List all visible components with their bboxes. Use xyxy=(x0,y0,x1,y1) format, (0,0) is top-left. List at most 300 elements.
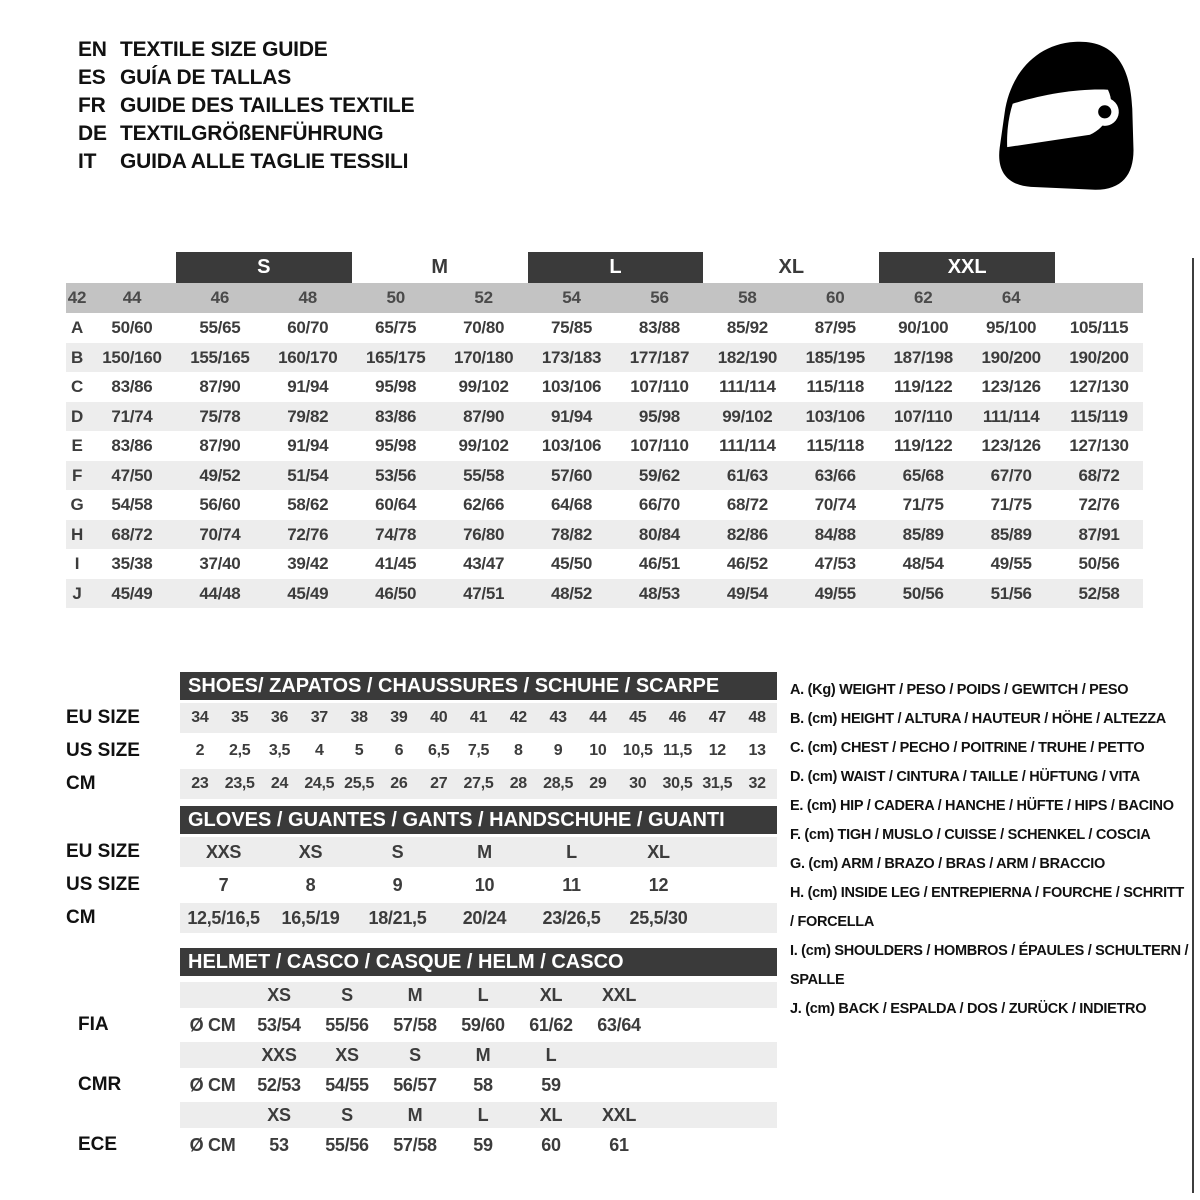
measurement-row xyxy=(66,402,1143,432)
measurement-cell: 47/53 xyxy=(814,554,856,573)
fia-standard-label: FIA xyxy=(78,1014,109,1035)
legend-item: G. (cm) ARM / BRAZO / BRAS / ARM / BRACCIO xyxy=(790,856,1105,872)
measurement-cell: 65/68 xyxy=(902,465,944,485)
measurement-cell: 60/70 xyxy=(287,318,329,337)
measurement-cell: 60/64 xyxy=(375,495,417,514)
legend-item: I. (cm) SHOULDERS / HOMBROS / ÉPAULES / SCHULTERN / SPALLE xyxy=(790,943,1189,988)
measurement-cell: 44/48 xyxy=(199,583,241,603)
measurement-row xyxy=(66,520,1143,550)
helmet-size-cell: L xyxy=(477,985,489,1005)
row-values xyxy=(88,431,1143,461)
helmet-size-cell: M xyxy=(407,985,423,1005)
us-size-label: US SIZE xyxy=(66,874,140,895)
measurement-cell: 87/95 xyxy=(814,318,856,337)
size-number-row xyxy=(66,283,1143,313)
measurement-cell: 95/100 xyxy=(986,318,1037,337)
shoe-us-size: 5 xyxy=(354,742,364,759)
gloves-table xyxy=(66,806,777,936)
shoe-us-size: 13 xyxy=(748,742,766,759)
measurement-cell: 95/98 xyxy=(375,377,417,396)
measurement-cell: 91/94 xyxy=(551,406,593,426)
measurement-cell: 165/175 xyxy=(366,347,426,367)
measurement-cell: 64/68 xyxy=(551,495,593,514)
measurement-cell: 45/49 xyxy=(111,583,153,603)
helmet-size-cell: S xyxy=(341,1105,353,1125)
shoe-us-size: 10 xyxy=(589,742,607,759)
shoe-cm-size: 27 xyxy=(430,775,448,792)
helmet-size-cell: XL xyxy=(539,985,563,1005)
shoe-cm-size: 28,5 xyxy=(543,775,574,792)
measurement-cell: 173/183 xyxy=(541,347,602,367)
measurement-cell: 111/114 xyxy=(982,406,1040,426)
measurement-cell: 41/45 xyxy=(375,554,417,573)
measurement-cell: 111/114 xyxy=(719,436,776,455)
language-row xyxy=(78,36,414,64)
helmet-value-cell: 53 xyxy=(269,1135,289,1155)
glove-cm-size: 12,5/16,5 xyxy=(187,908,260,928)
measurement-cell: 45/50 xyxy=(551,554,593,573)
shoe-cm-size: 25,5 xyxy=(344,775,375,792)
shoe-us-size: 10,5 xyxy=(622,742,653,759)
row-values xyxy=(88,402,1143,432)
measurement-cell: 84/88 xyxy=(814,524,856,544)
row-label: F xyxy=(71,465,83,485)
row-label: I xyxy=(74,554,80,573)
measurement-row xyxy=(66,549,1143,579)
measurement-cell: 87/90 xyxy=(463,406,505,426)
measurement-cell: 70/74 xyxy=(814,495,856,514)
measurement-cell: 74/78 xyxy=(375,524,417,544)
helmet-value-cell: 59 xyxy=(541,1075,561,1095)
helmet-size-cell: S xyxy=(409,1045,421,1065)
shoe-us-size: 7,5 xyxy=(467,742,490,759)
helmet-size-cell: XL xyxy=(539,1105,563,1125)
shoe-eu-size: 36 xyxy=(270,709,289,726)
shoe-eu-size: 47 xyxy=(708,709,726,726)
size-number-cell: 62 xyxy=(913,288,933,307)
measurement-cell: 68/72 xyxy=(111,524,153,544)
glove-us-size: 11 xyxy=(562,875,581,895)
measurement-cell: 47/51 xyxy=(463,583,505,603)
helmet-size-cell: S xyxy=(341,985,353,1005)
measurement-cell: 68/72 xyxy=(726,495,768,514)
measurement-cell: 111/114 xyxy=(719,377,776,396)
helmet-value-cell: 52/53 xyxy=(257,1075,301,1095)
helmet-value-row xyxy=(180,1071,777,1099)
measurement-row xyxy=(66,343,1143,373)
legend-item: B. (cm) HEIGHT / ALTURA / HAUTEUR / HÖHE / ALTEZZA xyxy=(790,711,1166,727)
size-number-cell: 48 xyxy=(298,288,318,307)
unit-cell: Ø CM xyxy=(189,1015,236,1035)
measurement-row xyxy=(66,313,1143,343)
measurement-legend xyxy=(790,676,1190,1024)
measurement-cell: 83/86 xyxy=(111,436,153,455)
measurement-cell: 99/102 xyxy=(458,436,509,455)
shoe-cm-size: 30,5 xyxy=(662,775,693,792)
language-row xyxy=(78,148,414,176)
measurement-cell: 56/60 xyxy=(199,495,241,514)
measurement-cell: 48/52 xyxy=(551,583,593,603)
measurement-cell: 52/58 xyxy=(1078,583,1120,603)
row-values xyxy=(88,520,1143,550)
helmet-value-cell: 63/64 xyxy=(597,1015,641,1035)
shoe-cm-size: 31,5 xyxy=(702,775,733,792)
measurement-cell: 66/70 xyxy=(638,495,680,514)
size-label-xl: XL xyxy=(778,256,805,278)
shoes-title-bar: SHOES/ ZAPATOS / CHAUSSURES / SCHUHE / SCARPE xyxy=(180,672,777,700)
size-number-cell: 60 xyxy=(826,288,845,307)
shoe-eu-size: 43 xyxy=(549,709,567,726)
glove-cm-size: 20/24 xyxy=(462,908,507,928)
measurement-cell: 103/106 xyxy=(805,406,865,426)
measurement-cell: 91/94 xyxy=(287,436,329,455)
measurement-cell: 182/190 xyxy=(717,347,778,367)
row-values xyxy=(88,461,1143,491)
shoe-eu-size: 37 xyxy=(310,709,328,726)
measurement-cell: 47/50 xyxy=(111,465,153,485)
measurement-cell: 58/62 xyxy=(287,495,329,514)
glove-cm-size: 23/26,5 xyxy=(542,908,601,928)
shoes-table xyxy=(66,672,777,802)
helmet-value-cell: 56/57 xyxy=(393,1075,437,1095)
row-values xyxy=(88,372,1143,402)
unit-cell: Ø CM xyxy=(189,1135,236,1155)
measurement-row xyxy=(66,372,1143,402)
measurement-cell: 53/56 xyxy=(375,465,417,485)
measurement-cell: 43/47 xyxy=(463,554,505,573)
helmet-size-cell: L xyxy=(545,1045,557,1065)
measurement-cell: 72/76 xyxy=(1078,495,1120,514)
language-code: ES xyxy=(78,66,106,89)
helmet-icon xyxy=(985,30,1150,195)
measurement-cell: 62/66 xyxy=(463,495,505,514)
row-values xyxy=(88,343,1143,373)
shoe-cm-size: 27,5 xyxy=(463,775,494,792)
legend-item: F. (cm) TIGH / MUSLO / CUISSE / SCHENKEL / COSCIA xyxy=(790,827,1151,843)
measurement-cell: 49/55 xyxy=(814,583,856,603)
guide-title: GUÍA DE TALLAS xyxy=(120,66,292,89)
measurement-cell: 50/60 xyxy=(111,318,153,337)
page-border-line xyxy=(1192,258,1194,1193)
helmet-value-cell: 57/58 xyxy=(393,1135,437,1155)
textile-size-table xyxy=(66,252,1143,608)
measurement-cell: 48/53 xyxy=(638,583,680,603)
legend-item: C. (cm) CHEST / PECHO / POITRINE / TRUHE / PETTO xyxy=(790,740,1145,756)
measurement-cell: 80/84 xyxy=(638,524,680,544)
measurement-cell: 107/110 xyxy=(893,406,953,426)
measurement-cell: 49/52 xyxy=(199,465,241,485)
row-label: D xyxy=(71,406,83,426)
measurement-cell: 99/102 xyxy=(722,406,773,426)
row-label: G xyxy=(70,495,84,514)
shoes-side-labels xyxy=(66,672,180,802)
language-row xyxy=(78,120,414,148)
measurement-cell: 190/200 xyxy=(1069,347,1129,367)
glove-eu-size: M xyxy=(477,842,492,862)
helmet-size-cell: XXL xyxy=(601,985,637,1005)
measurement-cell: 76/80 xyxy=(463,524,505,544)
measurement-cell: 187/198 xyxy=(893,347,953,367)
measurement-cell: 45/49 xyxy=(287,583,329,603)
measurement-cell: 107/110 xyxy=(630,377,689,396)
measurement-cell: 115/118 xyxy=(806,377,865,396)
measurement-cell: 95/98 xyxy=(638,406,680,426)
measurement-cell: 155/165 xyxy=(190,347,250,367)
measurement-rows xyxy=(66,313,1143,608)
measurement-cell: 63/66 xyxy=(814,465,856,485)
measurement-cell: 82/86 xyxy=(726,524,768,544)
measurement-cell: 87/90 xyxy=(199,377,241,396)
measurement-row xyxy=(66,579,1143,609)
empty-unit-cell xyxy=(180,1102,245,1128)
glove-eu-size: XS xyxy=(298,842,323,862)
shoe-cm-size: 29 xyxy=(589,775,607,792)
measurement-cell: 123/126 xyxy=(981,436,1041,455)
glove-cm-size: 25,5/30 xyxy=(629,908,688,928)
measurement-cell: 49/55 xyxy=(990,554,1032,573)
measurement-cell: 72/76 xyxy=(287,524,329,544)
measurement-row xyxy=(66,431,1143,461)
guide-title: GUIDA ALLE TAGLIE TESSILI xyxy=(120,150,409,173)
measurement-cell: 103/106 xyxy=(541,377,602,396)
shoe-us-size: 3,5 xyxy=(268,742,291,759)
ece-standard-label: ECE xyxy=(78,1134,118,1155)
measurement-cell: 71/75 xyxy=(902,495,944,514)
shoe-eu-size: 44 xyxy=(589,709,607,726)
shoe-us-size: 2,5 xyxy=(229,742,251,759)
measurement-cell: 170/180 xyxy=(453,347,514,367)
glove-us-size: 9 xyxy=(392,875,403,895)
cm-label: CM xyxy=(66,773,96,794)
helmet-value-cell: 53/54 xyxy=(257,1015,301,1035)
helmet-value-cell: 59/60 xyxy=(461,1015,505,1035)
helmet-value-cell: 61/62 xyxy=(529,1015,573,1035)
legend-item: H. (cm) INSIDE LEG / ENTREPIERNA / FOURCHE / SCHRITT / FORCELLA xyxy=(790,885,1184,930)
shoe-cm-size: 32 xyxy=(748,775,766,792)
shoe-us-size: 4 xyxy=(314,742,324,759)
measurement-cell: 85/89 xyxy=(990,524,1032,544)
measurement-cell: 105/115 xyxy=(1069,318,1129,337)
row-label: B xyxy=(71,347,83,367)
measurement-cell: 39/42 xyxy=(287,554,329,573)
shoe-cm-size: 24,5 xyxy=(304,775,335,792)
shoe-eu-size: 41 xyxy=(469,709,488,726)
measurement-cell: 35/38 xyxy=(111,554,153,573)
measurement-cell: 49/54 xyxy=(726,583,768,603)
measurement-row xyxy=(66,490,1143,520)
measurement-cell: 107/110 xyxy=(630,436,689,455)
size-number-cell: 44 xyxy=(122,288,142,307)
unit-cell: Ø CM xyxy=(189,1075,236,1095)
glove-eu-size: S xyxy=(391,842,404,862)
measurement-cell: 71/74 xyxy=(111,406,153,426)
shoe-us-size: 6 xyxy=(394,742,404,759)
size-number-cell: 46 xyxy=(210,288,230,307)
measurement-cell: 87/91 xyxy=(1078,524,1120,544)
measurement-cell: 67/70 xyxy=(990,465,1032,485)
helmet-size-cell: XS xyxy=(267,985,291,1005)
empty-unit-cell xyxy=(180,1042,245,1068)
helmet-value-cell: 54/55 xyxy=(325,1075,369,1095)
measurement-cell: 48/54 xyxy=(902,554,944,573)
measurement-cell: 95/98 xyxy=(375,436,417,455)
shoes-eu-row xyxy=(180,703,777,733)
gloves-side-labels xyxy=(66,806,180,936)
helmet-size-row xyxy=(180,982,777,1008)
row-values xyxy=(88,579,1143,609)
glove-cm-size: 16,5/19 xyxy=(281,908,340,928)
helmet-size-cell: M xyxy=(475,1045,491,1065)
shoe-eu-size: 40 xyxy=(430,709,448,726)
measurement-cell: 123/126 xyxy=(981,377,1041,396)
measurement-cell: 46/52 xyxy=(726,554,768,573)
measurement-cell: 91/94 xyxy=(287,377,329,396)
legend-item: D. (cm) WAIST / CINTURA / TAILLE / HÜFTUNG / VITA xyxy=(790,769,1140,785)
measurement-cell: 115/119 xyxy=(1070,406,1128,426)
size-header-row xyxy=(66,252,1143,283)
shoe-eu-size: 42 xyxy=(509,709,527,726)
helmet-section xyxy=(180,1042,777,1099)
measurement-cell: 46/51 xyxy=(638,554,680,573)
helmet-size-cell: XS xyxy=(335,1045,359,1065)
language-code: FR xyxy=(78,94,106,117)
measurement-cell: 83/86 xyxy=(111,377,153,396)
measurement-cell: 190/200 xyxy=(981,347,1041,367)
guide-title: TEXTILGRÖßENFÜHRUNG xyxy=(120,122,384,145)
helmet-value-cell: 57/58 xyxy=(393,1015,437,1035)
helmet-section xyxy=(180,1102,777,1159)
gloves-title-bar: GLOVES / GUANTES / GANTS / HANDSCHUHE / GUANTI xyxy=(180,806,777,834)
measurement-cell: 85/92 xyxy=(726,318,768,337)
measurement-cell: 78/82 xyxy=(551,524,593,544)
row-label: E xyxy=(71,436,83,455)
measurement-cell: 87/90 xyxy=(199,436,241,455)
measurement-cell: 177/187 xyxy=(629,347,690,367)
helmet-size-cell: XS xyxy=(267,1105,291,1125)
measurement-cell: 115/118 xyxy=(806,436,865,455)
measurement-cell: 75/85 xyxy=(551,318,593,337)
size-label-l: L xyxy=(528,252,704,283)
measurement-cell: 70/80 xyxy=(463,318,505,337)
shoe-us-size: 8 xyxy=(513,742,523,759)
row-values xyxy=(88,490,1143,520)
language-code: EN xyxy=(78,38,107,61)
cm-label: CM xyxy=(66,907,96,928)
shoe-eu-size: 34 xyxy=(191,709,209,726)
row-label: J xyxy=(72,583,82,603)
shoes-cm-row xyxy=(180,769,777,799)
shoe-cm-size: 28 xyxy=(509,775,527,792)
row-label: A xyxy=(71,318,83,337)
measurement-cell: 61/63 xyxy=(726,465,768,485)
shoe-cm-size: 24 xyxy=(270,775,289,792)
glove-us-size: 12 xyxy=(648,875,669,895)
shoe-cm-size: 23 xyxy=(191,775,209,792)
helmet-value-row xyxy=(180,1011,777,1039)
gloves-cm-row xyxy=(180,903,777,933)
measurement-cell: 119/122 xyxy=(893,436,953,455)
helmet-size-row xyxy=(180,1042,777,1068)
size-number-cell: 64 xyxy=(1001,288,1021,307)
size-label-s: S xyxy=(176,252,352,283)
shoe-eu-size: 48 xyxy=(748,709,766,726)
measurement-cell: 85/89 xyxy=(902,524,944,544)
measurement-cell: 57/60 xyxy=(551,465,593,485)
measurement-cell: 103/106 xyxy=(541,436,602,455)
size-number-cell: 56 xyxy=(650,288,669,307)
row-values xyxy=(88,313,1143,343)
size-number-cell: 42 xyxy=(67,288,87,307)
language-row xyxy=(78,64,414,92)
helmet-section xyxy=(180,982,777,1039)
glove-us-size: 7 xyxy=(218,875,229,895)
measurement-cell: 59/62 xyxy=(638,465,680,485)
helmet-size-table xyxy=(66,948,777,1162)
helmet-value-cell: 60 xyxy=(541,1135,561,1155)
measurement-cell: 75/78 xyxy=(199,406,241,426)
legend-item: J. (cm) BACK / ESPALDA / DOS / ZURÜCK / INDIETRO xyxy=(790,1001,1147,1017)
gloves-us-row xyxy=(180,870,777,900)
measurement-cell: 90/100 xyxy=(898,318,949,337)
eu-size-label: EU SIZE xyxy=(66,841,140,862)
measurement-cell: 185/195 xyxy=(805,347,865,367)
shoe-us-size: 2 xyxy=(195,742,205,759)
measurement-cell: 83/88 xyxy=(638,318,680,337)
shoe-us-size: 6,5 xyxy=(428,742,450,759)
helmet-size-cell: XXS xyxy=(261,1045,297,1065)
measurement-cell: 50/56 xyxy=(902,583,944,603)
guide-title: TEXTILE SIZE GUIDE xyxy=(120,38,328,61)
glove-cm-size: 18/21,5 xyxy=(368,908,427,928)
shoe-cm-size: 23,5 xyxy=(224,775,255,792)
helmet-size-cell: L xyxy=(477,1105,489,1125)
helmet-sections xyxy=(180,982,777,1159)
size-label-m: M xyxy=(431,256,448,278)
measurement-cell: 37/40 xyxy=(199,554,241,573)
shoe-us-size: 11,5 xyxy=(662,742,693,759)
empty-unit-cell xyxy=(180,982,245,1008)
helmet-value-cell: 55/56 xyxy=(325,1015,369,1035)
helmet-value-cell: 58 xyxy=(473,1075,493,1095)
measurement-cell: 71/75 xyxy=(990,495,1032,514)
size-number-cell: 50 xyxy=(386,288,405,307)
measurement-cell: 68/72 xyxy=(1078,465,1120,485)
row-label: C xyxy=(71,377,83,396)
glove-us-size: 10 xyxy=(474,875,495,895)
us-size-label: US SIZE xyxy=(66,740,140,761)
helmet-value-cell: 55/56 xyxy=(325,1135,369,1155)
helmet-side-labels xyxy=(66,948,180,1162)
language-row xyxy=(78,92,414,120)
measurement-cell: 160/170 xyxy=(278,347,338,367)
shoe-eu-size: 38 xyxy=(350,709,368,726)
measurement-cell: 127/130 xyxy=(1069,436,1129,455)
size-label-xxl: XXL xyxy=(879,252,1055,283)
shoe-us-size: 9 xyxy=(553,742,563,759)
measurement-cell: 119/122 xyxy=(893,377,953,396)
helmet-value-cell: 61 xyxy=(609,1135,629,1155)
size-number-cell: 58 xyxy=(738,288,757,307)
language-code: DE xyxy=(78,122,107,145)
measurement-cell: 65/75 xyxy=(375,318,417,337)
size-number-cell: 52 xyxy=(474,288,493,307)
language-list xyxy=(78,36,414,176)
glove-eu-size: L xyxy=(566,842,577,862)
measurement-cell: 55/65 xyxy=(199,318,241,337)
measurement-cell: 79/82 xyxy=(287,406,329,426)
size-number-cell: 54 xyxy=(562,288,581,307)
shoe-eu-size: 46 xyxy=(668,709,687,726)
